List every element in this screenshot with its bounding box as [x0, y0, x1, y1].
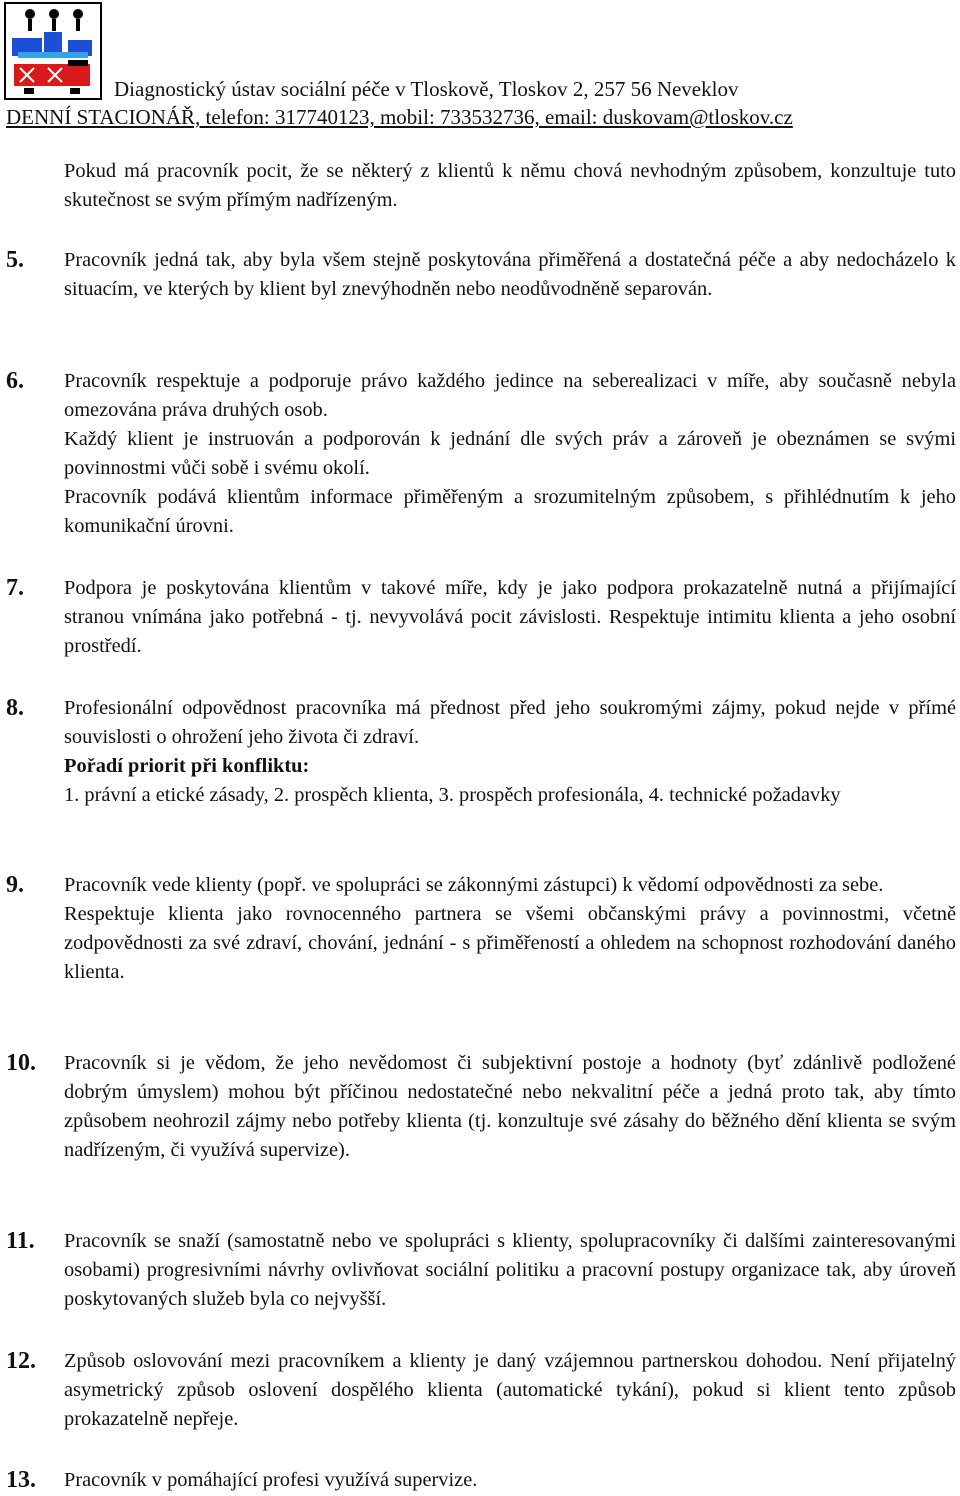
list-item — [64, 246, 956, 304]
list-item — [64, 694, 956, 810]
paragraph-text: Respektuje klienta jako rovnocenného partnera se všemi občanskými právy a povinnostmi, včetně zodpovědnosti za své zdraví, chování, jednání - s přiměřeností a ohledem na schopnost rozhodování daného klienta. — [64, 903, 956, 983]
organization-logo — [4, 2, 102, 100]
paragraph-text: Pracovník v pomáhající profesi využívá supervize. — [64, 1469, 478, 1491]
header-address: Diagnostický ústav sociální péče v Tloskově, Tloskov 2, 257 56 Neveklov — [114, 77, 739, 101]
intro-paragraph — [64, 157, 956, 215]
paragraph-text: Pokud má pracovník pocit, že se některý z klientů k němu chová nevhodným způsobem, konzultuje tuto skutečnost se svým přímým nadřízeným. — [64, 160, 956, 211]
item-number: 11. — [6, 1228, 35, 1254]
item-number: 6. — [6, 368, 24, 394]
item-number: 10. — [6, 1050, 36, 1076]
paragraph-text: Pracovník respektuje a podporuje právo každého jedince na seberealizaci v míře, aby současně nebyla omezována práva druhých osob. — [64, 370, 956, 421]
list-item — [64, 1227, 956, 1314]
paragraph-text: Způsob oslovování mezi pracovníkem a klienty je daný vzájemnou partnerskou dohodou. Není přijatelný asymetrický způsob oslovení dospělého klienta (automatické tykání), pokud si klient tento způsob prokazatelně nepřeje. — [64, 1350, 956, 1430]
list-item — [64, 1049, 956, 1165]
item-number: 7. — [6, 575, 24, 601]
item-number: 12. — [6, 1348, 36, 1374]
priority-heading: Pořadí priorit při konfliktu: — [64, 755, 310, 777]
item-number: 5. — [6, 247, 24, 273]
priority-list: 1. právní a etické zásady, 2. prospěch klienta, 3. prospěch profesionála, 4. technické požadavky — [64, 784, 841, 806]
paragraph-text: Každý klient je instruován a podporován k jednání dle svých práv a zároveň je obeznámen se svými povinnostmi vůči sobě i svému okolí. — [64, 428, 956, 479]
paragraph-text: Pracovník podává klientům informace přiměřeným a srozumitelným způsobem, s přihlédnutím k jeho komunikační úrovni. — [64, 486, 956, 537]
list-item — [64, 1466, 956, 1495]
list-item — [64, 871, 956, 987]
item-number: 8. — [6, 695, 24, 721]
list-item — [64, 367, 956, 541]
paragraph-text: Pracovník jedná tak, aby byla všem stejně poskytována přiměřená a dostatečná péče a aby nedocházelo k situacím, ve kterých by klient byl znevýhodněn nebo neodůvodněně separován. — [64, 249, 956, 300]
list-item — [64, 1347, 956, 1434]
paragraph-text: Pracovník vede klienty (popř. ve spolupráci se zákonnými zástupci) k vědomí odpovědnosti za sebe. — [64, 874, 884, 896]
paragraph-text: Pracovník se snaží (samostatně nebo ve spolupráci s klienty, spolupracovníky či dalšími zainteresovanými osobami) progresivními návrhy ovlivňovat sociální politiku a pracovní postupy organizace tak, aby úroveň poskytovaných služeb byla co nejvyšší. — [64, 1230, 956, 1310]
item-number: 9. — [6, 872, 24, 898]
list-item — [64, 574, 956, 661]
paragraph-text: Pracovník si je vědom, že jeho nevědomost či subjektivní postoje a hodnoty (byť zdánlivě podložené dobrým úmyslem) mohou být příčinou nedostatečné nebo nekvalitní péče a jedná proto tak, aby tímto způsobem neohrozil zájmy nebo potřeby klienta (tj. konzultuje své zásahy do běžného dění klienta se svým nadřízeným, či využívá supervize). — [64, 1052, 956, 1161]
header-contact: DENNÍ STACIONÁŘ, telefon: 317740123, mobil: 733532736, email: duskovam@tloskov.cz — [6, 105, 793, 129]
item-number: 13. — [6, 1467, 36, 1493]
paragraph-text: Profesionální odpovědnost pracovníka má přednost před jeho soukromými zájmy, pokud nejde v přímé souvislosti o ohrožení jeho života či zdraví. — [64, 697, 956, 748]
paragraph-text: Podpora je poskytována klientům v takové míře, kdy je jako podpora prokazatelně nutná a přijímající stranou vnímána jako potřebná - tj. nevyvolává pocit závislosti. Respektuje intimitu klienta a jeho osobní prostředí. — [64, 577, 956, 657]
